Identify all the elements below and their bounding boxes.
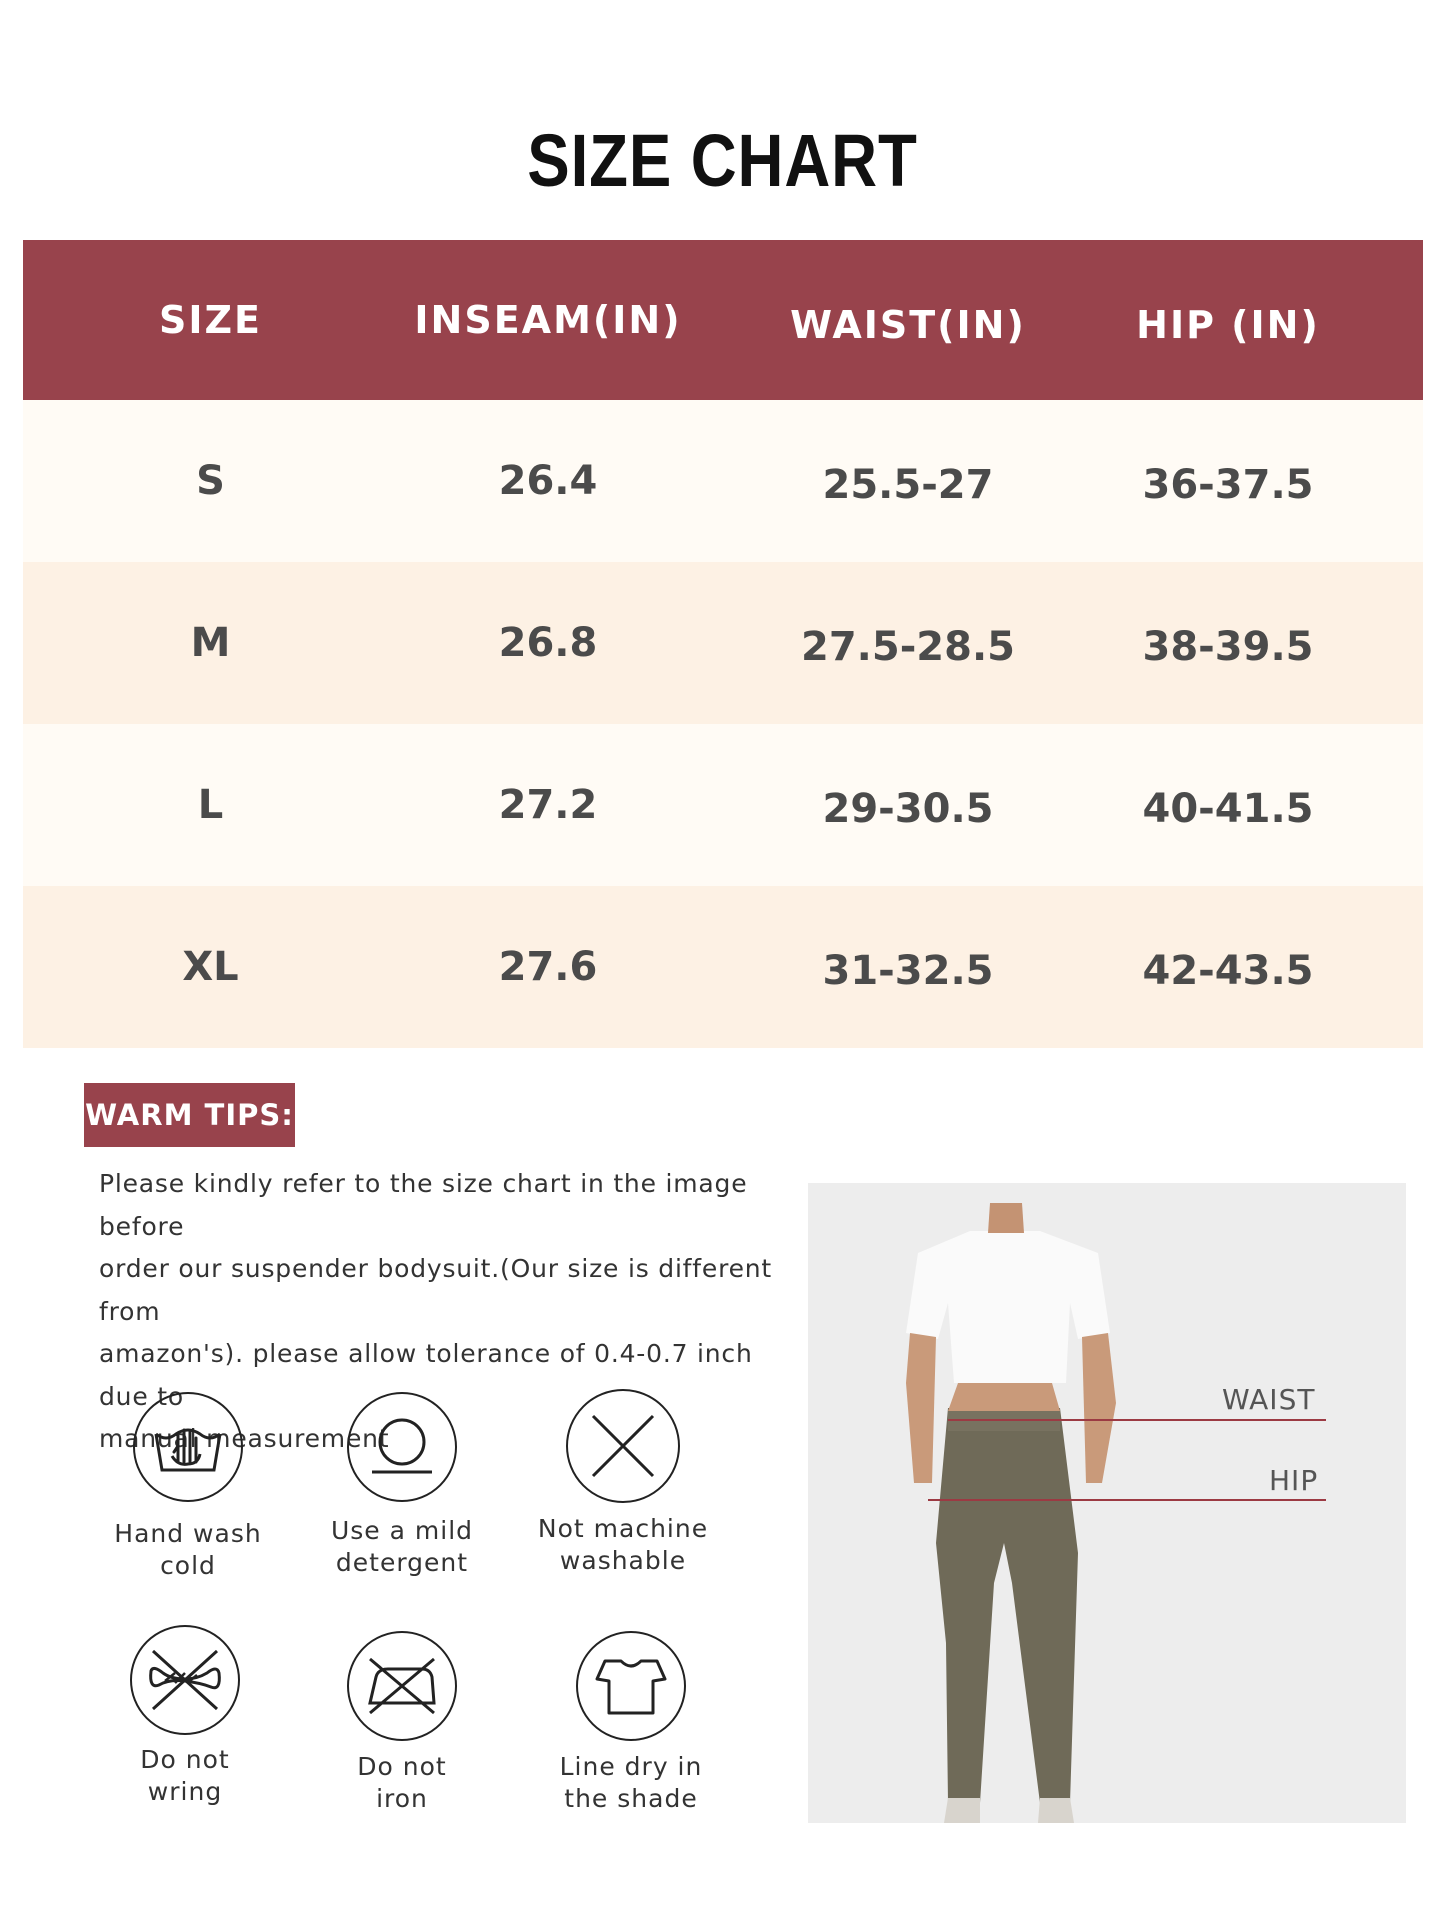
- care-item-not-machine-washable: [513, 1389, 733, 1577]
- care-label: washable: [559, 1546, 687, 1575]
- warm-tips-badge: WARM TIPS:: [84, 1083, 295, 1147]
- cell-size: L: [197, 782, 224, 828]
- cell-inseam: 27.2: [498, 782, 598, 828]
- hand-wash-icon: [133, 1392, 243, 1502]
- hip-line: [928, 1499, 1326, 1501]
- cell-size: S: [196, 458, 225, 504]
- do-not-iron-icon: [347, 1631, 457, 1741]
- model-photo: [808, 1183, 1406, 1823]
- care-label: Line dry in: [559, 1752, 703, 1781]
- care-item-hand-wash: [78, 1392, 298, 1582]
- waist-line: [948, 1419, 1326, 1421]
- care-item-do-not-iron: [292, 1631, 512, 1815]
- waist-label: WAIST: [1222, 1383, 1316, 1416]
- cell-waist: 27.5-28.5: [801, 624, 1015, 670]
- no-machine-wash-icon: [566, 1389, 680, 1503]
- care-label: Not machine: [537, 1514, 709, 1543]
- care-item-line-dry: [521, 1631, 741, 1815]
- care-label: the shade: [564, 1784, 698, 1813]
- header-hip: HIP (IN): [1136, 303, 1320, 347]
- cell-size: XL: [182, 944, 239, 990]
- do-not-wring-icon: [130, 1625, 240, 1735]
- table-header: [23, 240, 1423, 400]
- size-table: [23, 240, 1423, 1048]
- care-label: wring: [147, 1777, 223, 1806]
- care-label: Do not: [357, 1752, 447, 1781]
- table-row: [23, 886, 1423, 1048]
- line-dry-shade-icon: [576, 1631, 686, 1741]
- cell-waist: 25.5-27: [822, 462, 994, 508]
- hip-label: HIP: [1269, 1464, 1319, 1497]
- cell-waist: 31-32.5: [822, 948, 994, 994]
- cell-hip: 36-37.5: [1142, 462, 1314, 508]
- header-inseam: INSEAM(IN): [414, 298, 682, 342]
- care-label: Use a mild: [330, 1516, 474, 1545]
- cell-hip: 42-43.5: [1142, 948, 1314, 994]
- care-item-do-not-wring: [75, 1625, 295, 1808]
- cell-hip: 40-41.5: [1142, 786, 1314, 832]
- model-figure-icon: [808, 1183, 1406, 1823]
- cell-waist: 29-30.5: [822, 786, 994, 832]
- warm-tips-line: Please kindly refer to the size chart in the image before: [99, 1169, 748, 1241]
- header-size: SIZE: [158, 298, 263, 342]
- table-row: [23, 400, 1423, 562]
- care-label: detergent: [335, 1548, 469, 1577]
- cell-inseam: 26.8: [498, 620, 598, 666]
- care-label: iron: [376, 1784, 428, 1813]
- care-item-mild-detergent: [292, 1392, 512, 1579]
- cell-size: M: [190, 620, 231, 666]
- table-row: [23, 724, 1423, 886]
- header-waist: WAIST(IN): [790, 303, 1026, 347]
- warm-tips-line: amazon's). please allow tolerance of 0.4-0.7 inch due to: [99, 1339, 753, 1411]
- table-row: [23, 562, 1423, 724]
- cell-inseam: 27.6: [498, 944, 598, 990]
- care-label: cold: [160, 1551, 216, 1580]
- cell-inseam: 26.4: [498, 458, 598, 504]
- warm-tips-line: order our suspender bodysuit.(Our size is different from: [99, 1254, 773, 1326]
- cell-hip: 38-39.5: [1142, 624, 1314, 670]
- care-label: Do not: [140, 1745, 230, 1774]
- page-title: SIZE CHART: [527, 119, 918, 202]
- warm-tips-line: manual measurement: [99, 1424, 390, 1453]
- care-label: Hand wash: [114, 1519, 262, 1548]
- mild-detergent-icon: [347, 1392, 457, 1502]
